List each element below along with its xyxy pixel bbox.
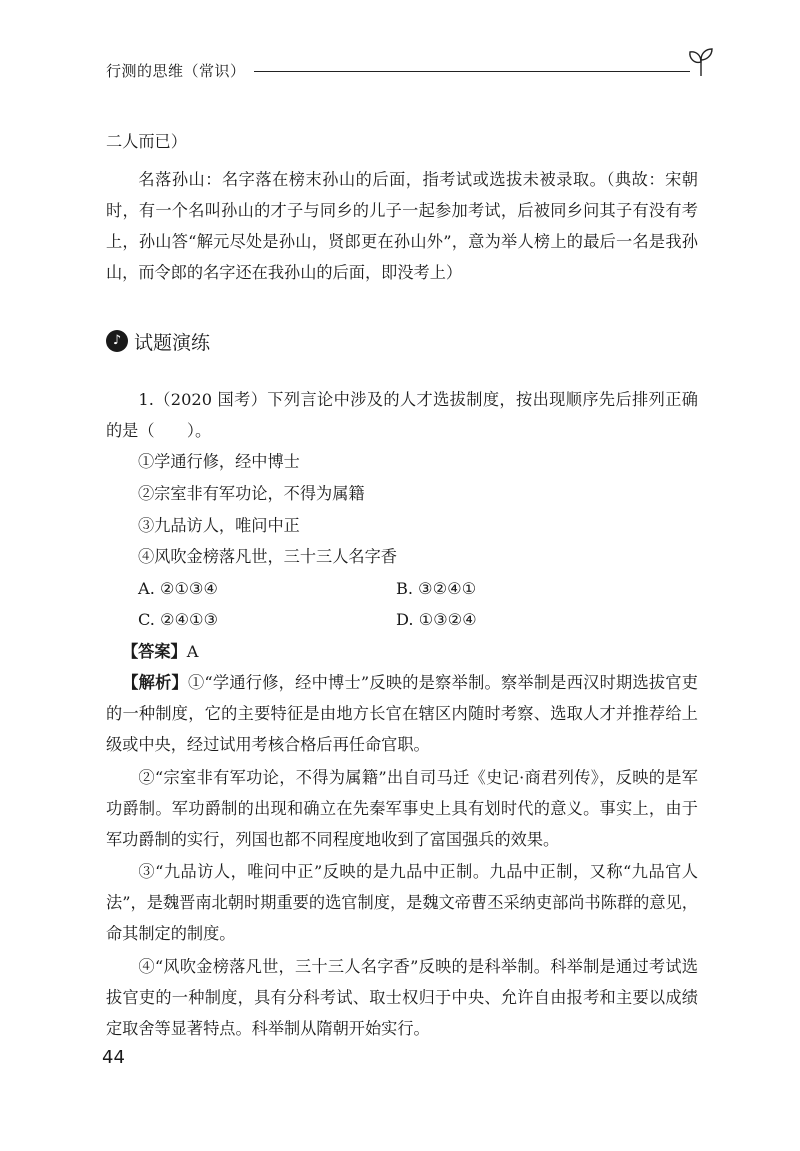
analysis-paragraph-3: ③“九品访人，唯问中正”反映的是九品中正制。九品中正制，又称“九品官人法”，是魏晋南北朝时期重要的选官制度，是魏文帝曹丕采纳吏部尚书陈群的意见，命其制定的制度。	[106, 862, 698, 943]
intro-line: 二人而已）	[106, 132, 187, 151]
answer-label: 【答案】	[122, 642, 187, 661]
analysis-paragraph-4: ④“风吹金榜落凡世，三十三人名字香”反映的是科举制。科举制是通过考试选拔官吏的一种制度，具有分科考试、取士权归于中央、允许自由报考和主要以成绩定取舍等显著特点。科举制从隋朝开始实行。	[106, 957, 698, 1038]
analysis-paragraph-2: ②“宗室非有军功论，不得为属籍”出自司马迁《史记·商君列传》，反映的是军功爵制。军功爵制的出现和确立在先秦军事史上具有划时代的意义。事实上，由于军功爵制的实行，列国也都不同程度地收到了富国强兵的效果。	[106, 768, 698, 849]
analysis-text: ①“学通行修，经中博士”反映的是察举制。察举制是西汉时期选拔官吏的一种制度，它的主要特征是由地方长官在辖区内随时考察、选取人才并推荐给上级或中央，经过试用考核合格后再任命官职。	[106, 673, 698, 754]
sprout-icon	[686, 46, 716, 78]
page-number: 44	[102, 1047, 125, 1068]
question-item: ③九品访人，唯问中正	[138, 516, 300, 535]
question-item: ①学通行修，经中博士	[138, 452, 300, 471]
question-item: ②宗室非有军功论，不得为属籍	[138, 484, 365, 503]
header-rule	[254, 71, 690, 72]
answer-value: A	[186, 642, 199, 661]
question-item: ④风吹金榜落凡世，三十三人名字香	[138, 547, 397, 566]
option-c: C. ②④①③	[138, 610, 219, 629]
analysis-label: 【解析】	[122, 673, 188, 692]
intro-paragraph: 名落孙山：名字落在榜末孙山的后面，指考试或选拔未被录取。（典故：宋朝时，有一个名叫孙山的才子与同乡的儿子一起参加考试，后被同乡问其子有没有考上，孙山答“解元尽处是孙山，贤郎更在孙山外”，意为举人榜上的最后一名是我孙山，而令郎的名字还在我孙山的后面，即没考上）	[106, 170, 698, 282]
section-title: 试题演练	[134, 332, 211, 354]
section-badge-icon: ♪	[106, 330, 128, 352]
question-stem: 1.（2020 国考）下列言论中涉及的人才选拔制度，按出现顺序先后排列正确的是（ ）。	[106, 390, 698, 440]
option-a: A. ②①③④	[138, 579, 219, 598]
running-header	[106, 58, 716, 82]
header-title: 行测的思维（常识）	[106, 62, 246, 80]
answer-line	[122, 636, 198, 667]
analysis-paragraph-1	[106, 667, 698, 760]
option-b: B. ③②④①	[396, 579, 477, 598]
option-d: D. ①③②④	[396, 610, 477, 629]
